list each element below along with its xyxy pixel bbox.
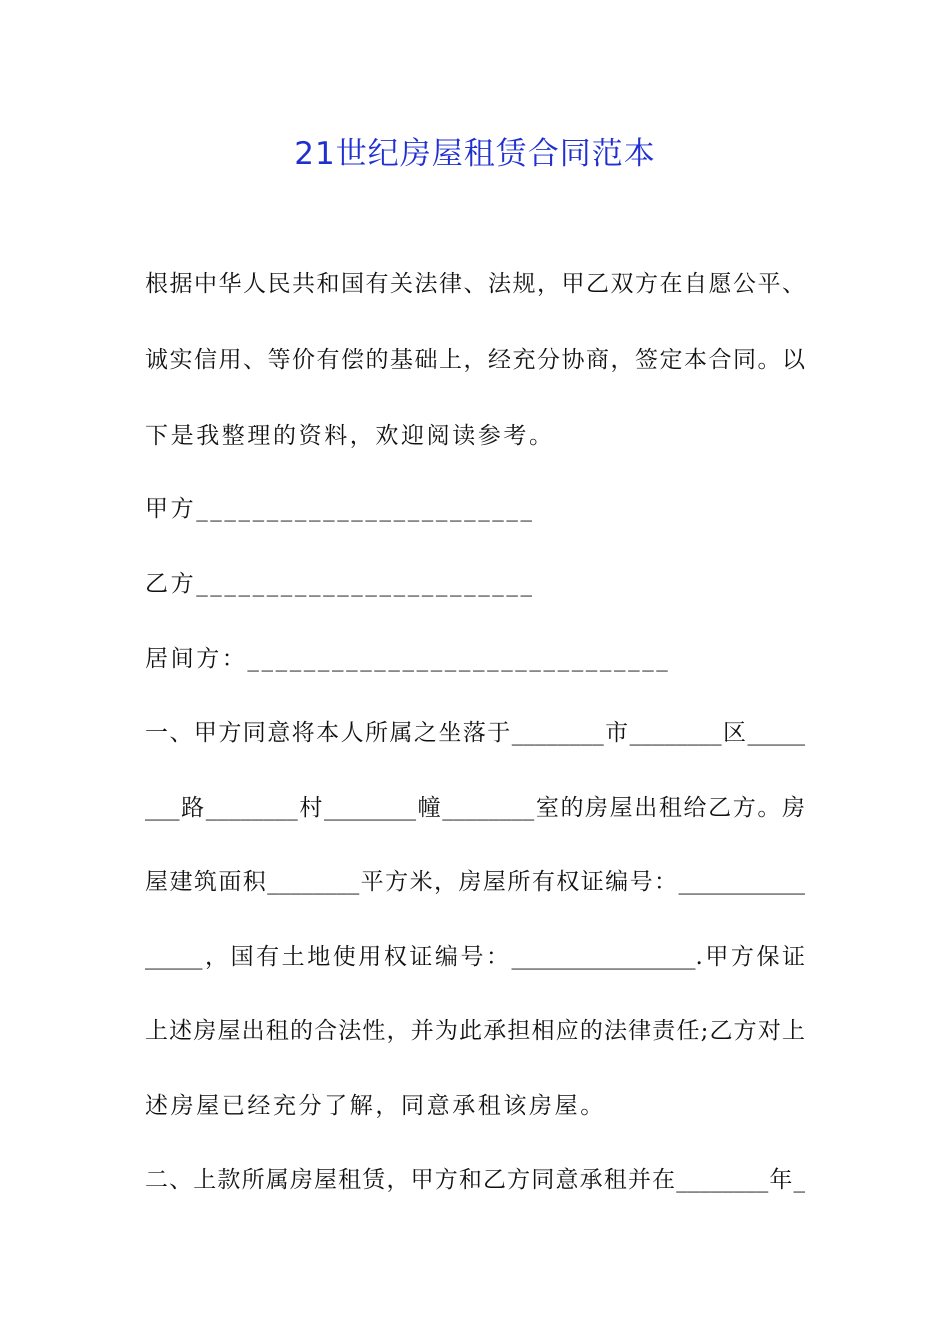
clause-2-line-1: 二、上款所属房屋租赁，甲方和乙方同意承租并在________年_ [145,1167,805,1193]
clause-1-line-5: 上述房屋出租的合法性，并为此承担相应的法律责任;乙方对上 [145,1018,805,1044]
document-title: 21世纪房屋租赁合同范本 [294,136,656,172]
clause-1-line-3: 屋建筑面积________平方米，房屋所有权证编号：___________ [145,869,805,895]
clause-1-line-6: 述房屋已经充分了解，同意承租该房屋。 [145,1093,606,1119]
body-line-1: 根据中华人民共和国有关法律、法规，甲乙双方在自愿公平、 [145,271,805,297]
body-line-3: 下是我整理的资料，欢迎阅读参考。 [145,423,555,449]
clause-1-line-1: 一、甲方同意将本人所属之坐落于________市________区_____ [145,720,805,746]
clause-1-line-4: _____，国有土地使用权证编号：________________.甲方保证 [145,944,805,970]
intermediary-line: 居间方：______________________________ [145,646,671,672]
party-a-line: 甲方________________________ [145,496,535,522]
clause-1-line-2: ___路________村________幢________室的房屋出租给乙方。房 [145,795,805,821]
party-b-line: 乙方________________________ [145,571,535,597]
body-line-2: 诚实信用、等价有偿的基础上，经充分协商，签定本合同。以 [145,347,805,373]
